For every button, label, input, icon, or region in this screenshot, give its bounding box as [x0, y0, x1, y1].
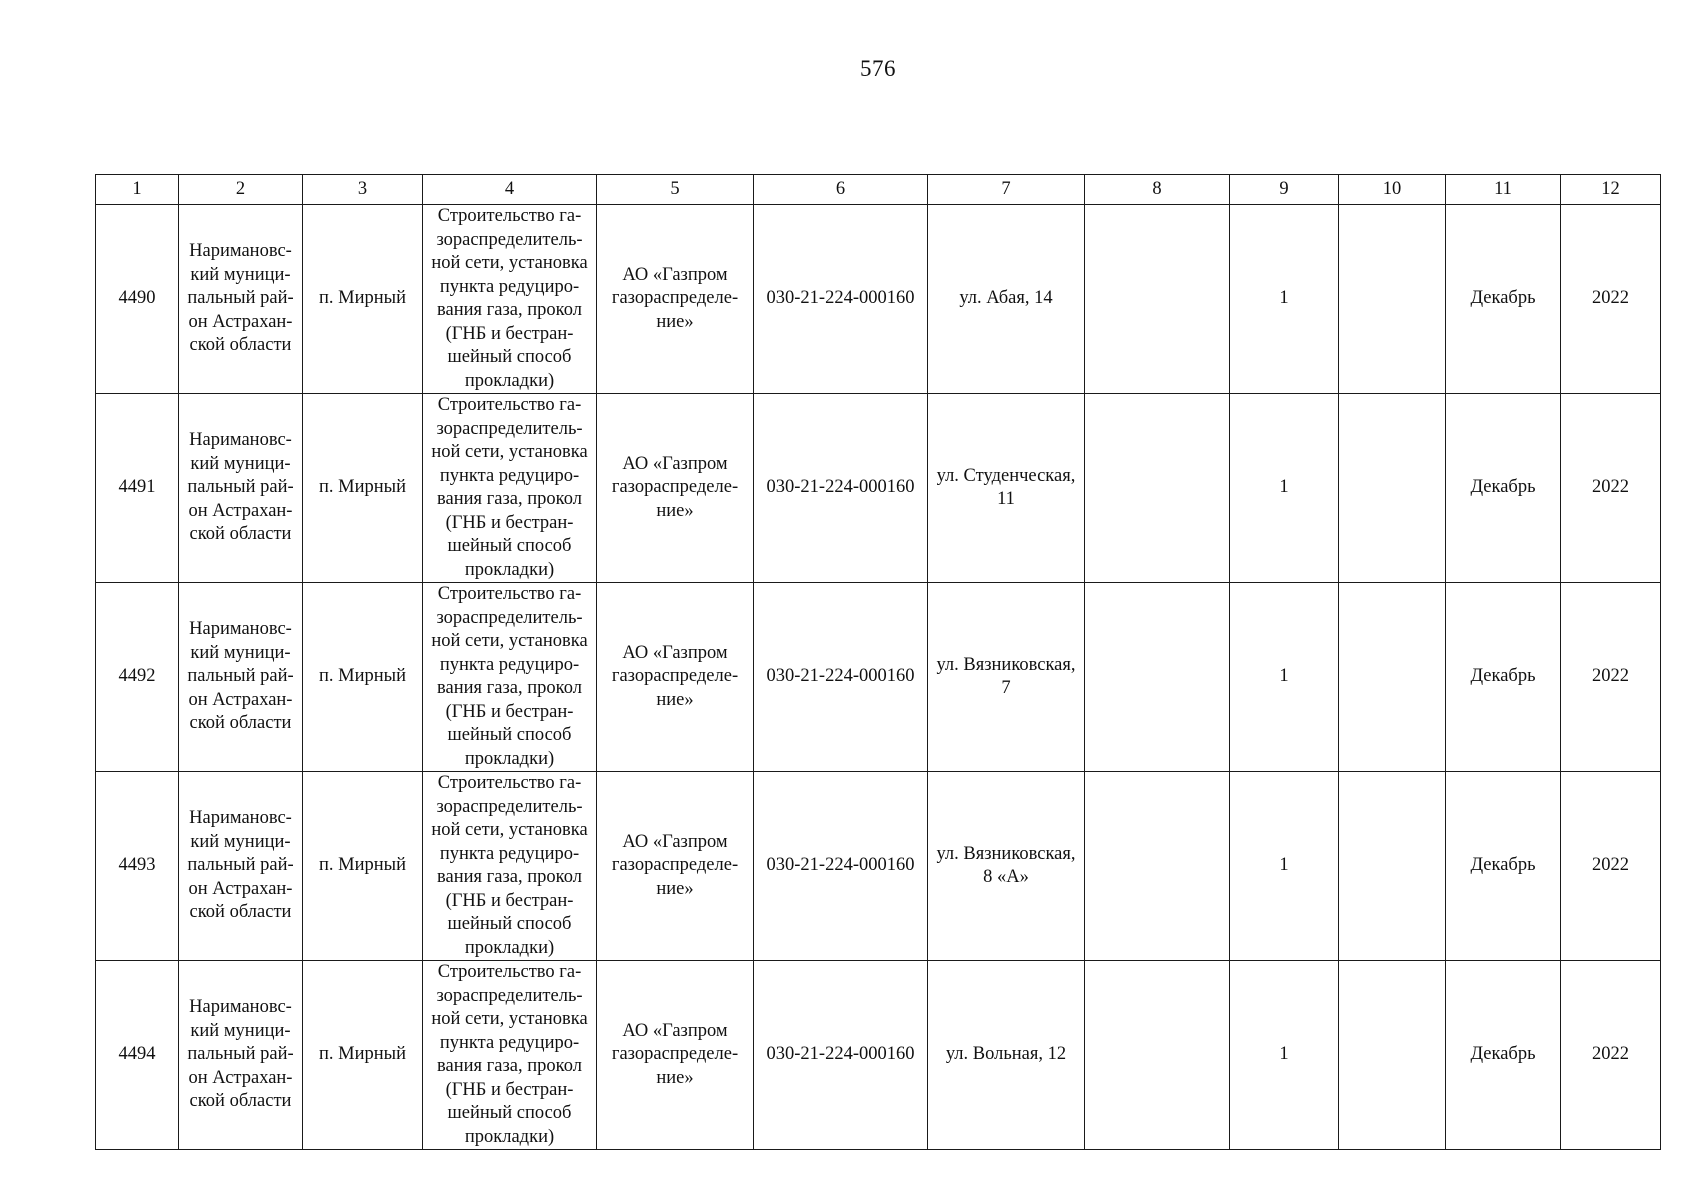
table-row [96, 961, 1661, 1150]
empty-cell [1085, 583, 1230, 772]
address-cell: ул. Студенческая, 11 [928, 394, 1085, 583]
work-description-cell: Строительство га- зораспределитель- ной сети, установка пункта редуциро- вания газа, прокол (ГНБ и бестран- шейный способ прокладки) [423, 772, 597, 961]
organization-cell: АО «Газпром газораспределе- ние» [597, 583, 754, 772]
work-description-cell: Строительство га- зораспределитель- ной сети, установка пункта редуциро- вания газа, прокол (ГНБ и бестран- шейный способ прокладки) [423, 394, 597, 583]
quantity-cell: 1 [1230, 583, 1339, 772]
address-cell: ул. Вольная, 12 [928, 961, 1085, 1150]
page-number: 576 [860, 56, 896, 81]
empty-cell [1085, 772, 1230, 961]
district-cell: Наримановс- кий муници- пальный рай- он Астрахан- ской области [179, 772, 303, 961]
organization-cell: АО «Газпром газораспределе- ние» [597, 961, 754, 1150]
organization-cell: АО «Газпром газораспределе- ние» [597, 772, 754, 961]
empty-cell [1339, 961, 1446, 1150]
month-cell: Декабрь [1446, 205, 1561, 394]
column-header: 9 [1230, 175, 1339, 205]
locality-cell: п. Мирный [303, 583, 423, 772]
object-code-cell: 030-21-224-000160 [754, 205, 928, 394]
empty-cell [1339, 394, 1446, 583]
column-header: 11 [1446, 175, 1561, 205]
record-number: 4494 [96, 961, 179, 1150]
column-header: 8 [1085, 175, 1230, 205]
month-cell: Декабрь [1446, 583, 1561, 772]
year-cell: 2022 [1561, 583, 1661, 772]
year-cell: 2022 [1561, 961, 1661, 1150]
address-cell: ул. Вязниковская, 7 [928, 583, 1085, 772]
table-row [96, 205, 1661, 394]
object-code-cell: 030-21-224-000160 [754, 961, 928, 1150]
month-cell: Декабрь [1446, 394, 1561, 583]
month-cell: Декабрь [1446, 961, 1561, 1150]
district-cell: Наримановс- кий муници- пальный рай- он Астрахан- ской области [179, 583, 303, 772]
column-header: 1 [96, 175, 179, 205]
quantity-cell: 1 [1230, 961, 1339, 1150]
district-cell: Наримановс- кий муници- пальный рай- он Астрахан- ской области [179, 961, 303, 1150]
empty-cell [1085, 394, 1230, 583]
empty-cell [1339, 205, 1446, 394]
record-number: 4492 [96, 583, 179, 772]
column-header: 7 [928, 175, 1085, 205]
column-header: 12 [1561, 175, 1661, 205]
quantity-cell: 1 [1230, 205, 1339, 394]
locality-cell: п. Мирный [303, 961, 423, 1150]
work-description-cell: Строительство га- зораспределитель- ной сети, установка пункта редуциро- вания газа, прокол (ГНБ и бестран- шейный способ прокладки) [423, 961, 597, 1150]
district-cell: Наримановс- кий муници- пальный рай- он Астрахан- ской области [179, 205, 303, 394]
month-cell: Декабрь [1446, 772, 1561, 961]
column-header: 3 [303, 175, 423, 205]
empty-cell [1339, 772, 1446, 961]
work-description-cell: Строительство га- зораспределитель- ной сети, установка пункта редуциро- вания газа, прокол (ГНБ и бестран- шейный способ прокладки) [423, 205, 597, 394]
column-number-row [96, 175, 1661, 205]
table-header [96, 175, 1661, 205]
column-header: 10 [1339, 175, 1446, 205]
column-header: 2 [179, 175, 303, 205]
year-cell: 2022 [1561, 205, 1661, 394]
table-row [96, 583, 1661, 772]
table-row [96, 394, 1661, 583]
object-code-cell: 030-21-224-000160 [754, 583, 928, 772]
locality-cell: п. Мирный [303, 772, 423, 961]
table-body [96, 205, 1661, 1150]
empty-cell [1085, 961, 1230, 1150]
table-row [96, 772, 1661, 961]
quantity-cell: 1 [1230, 394, 1339, 583]
work-description-cell: Строительство га- зораспределитель- ной сети, установка пункта редуциро- вания газа, прокол (ГНБ и бестран- шейный способ прокладки) [423, 583, 597, 772]
column-header: 6 [754, 175, 928, 205]
district-cell: Наримановс- кий муници- пальный рай- он Астрахан- ской области [179, 394, 303, 583]
empty-cell [1339, 583, 1446, 772]
record-number: 4493 [96, 772, 179, 961]
organization-cell: АО «Газпром газораспределе- ние» [597, 205, 754, 394]
locality-cell: п. Мирный [303, 205, 423, 394]
record-number: 4490 [96, 205, 179, 394]
address-cell: ул. Абая, 14 [928, 205, 1085, 394]
column-header: 4 [423, 175, 597, 205]
column-header: 5 [597, 175, 754, 205]
record-number: 4491 [96, 394, 179, 583]
object-code-cell: 030-21-224-000160 [754, 394, 928, 583]
quantity-cell: 1 [1230, 772, 1339, 961]
object-code-cell: 030-21-224-000160 [754, 772, 928, 961]
empty-cell [1085, 205, 1230, 394]
year-cell: 2022 [1561, 772, 1661, 961]
register-table [95, 174, 1661, 1150]
locality-cell: п. Мирный [303, 394, 423, 583]
address-cell: ул. Вязниковская, 8 «А» [928, 772, 1085, 961]
organization-cell: АО «Газпром газораспределе- ние» [597, 394, 754, 583]
year-cell: 2022 [1561, 394, 1661, 583]
